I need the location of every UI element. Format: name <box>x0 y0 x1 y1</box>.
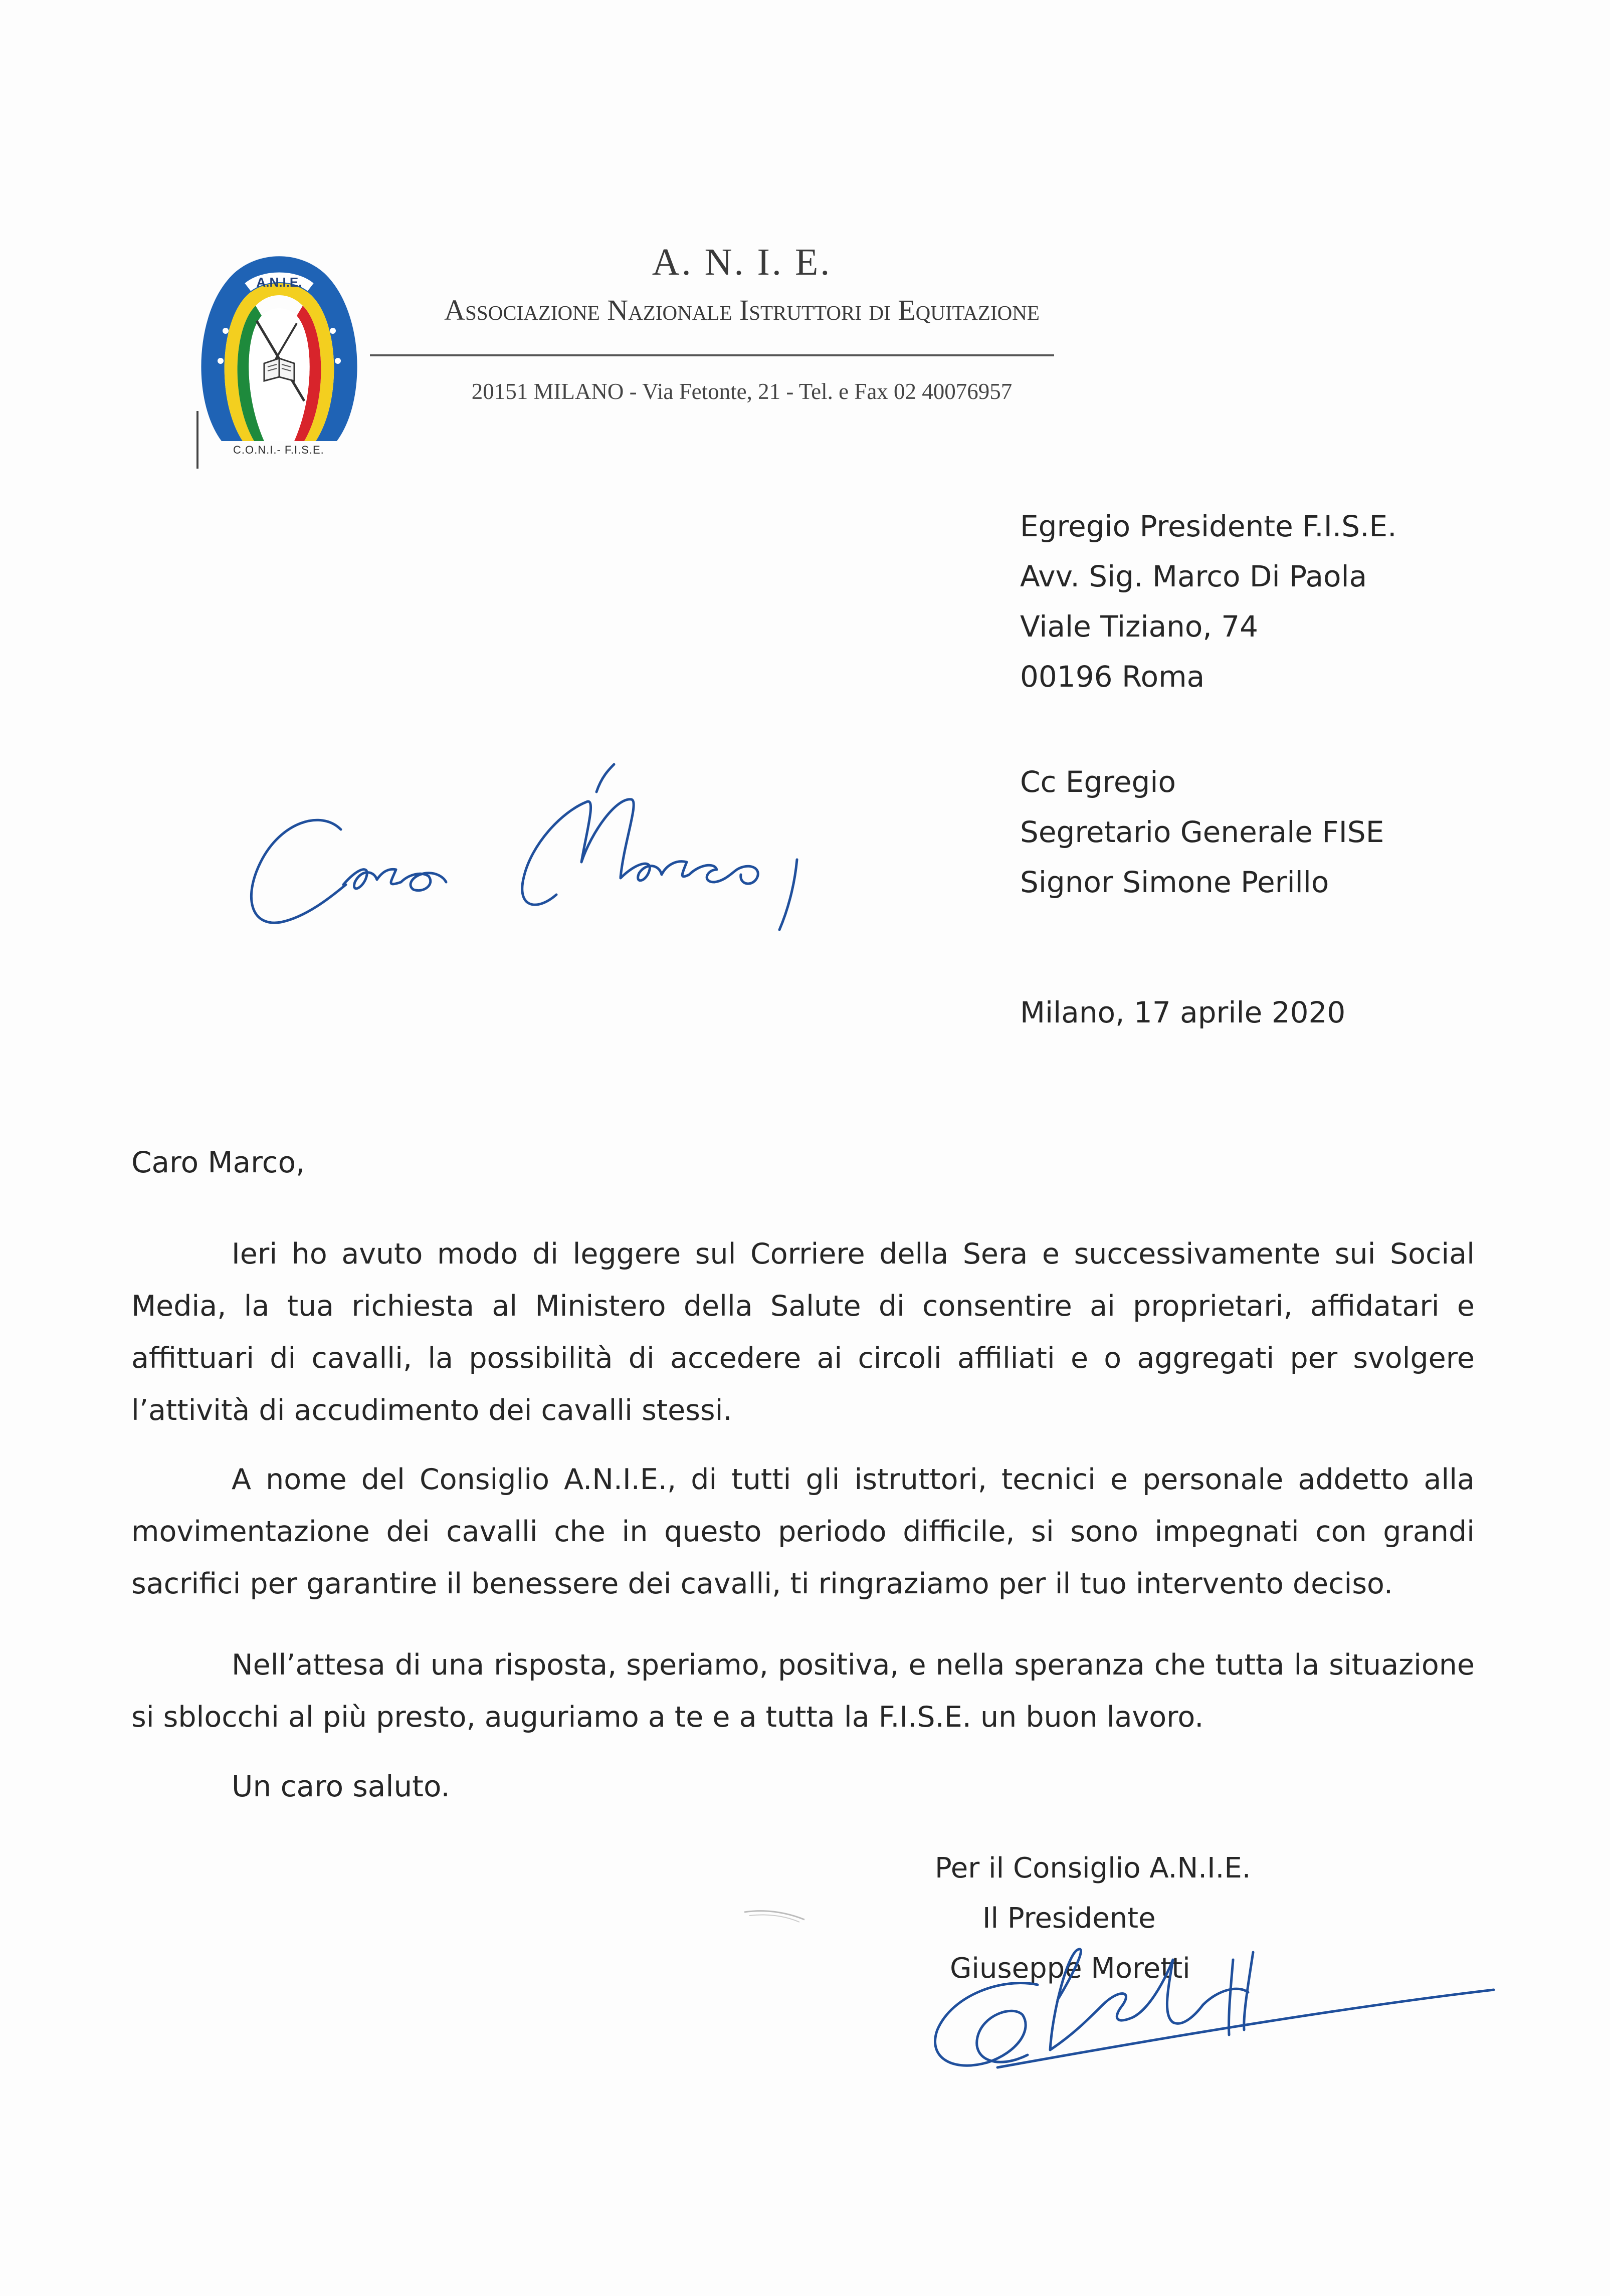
letterhead-margin-line <box>196 411 198 469</box>
body-paragraph: Nell’attesa di una risposta, speriamo, positiva, e nella speranza che tutta la situazione si sblocchi al più presto, auguriamo a te e a tutta la F.I.S.E. un buon lavoro. <box>131 1648 1475 1734</box>
closing-line: Un caro saluto. <box>232 1769 450 1803</box>
logo-text: A.N.I.E. <box>256 275 302 290</box>
signature-line: Giuseppe Moretti <box>950 1952 1190 1985</box>
signature-line: Per il Consiglio A.N.I.E. <box>935 1852 1251 1885</box>
body-paragraph: A nome del Consiglio A.N.I.E., di tutti gli istruttori, tecnici e personale addetto alla movimentazione dei cavalli che in questo periodo difficile, si sono impegnati con grandi sacrifici per garantire il benessere dei cavalli, ti ringraziamo per il tuo intervento deciso. <box>131 1463 1475 1600</box>
recipient-line: Avv. Sig. Marco Di Paola <box>1020 559 1367 593</box>
recipient-line: Viale Tiziano, 74 <box>1020 609 1259 644</box>
handwritten-greeting <box>236 762 947 962</box>
anie-logo <box>196 236 362 471</box>
salutation: Caro Marco, <box>131 1145 305 1179</box>
logo-caption: C.O.N.I.- F.I.S.E. <box>233 444 324 456</box>
cc-line: Signor Simone Perillo <box>1020 865 1329 899</box>
letterhead-subtitle: Associazione Nazionale Istruttori di Equitazione <box>444 294 1040 326</box>
signature-line: Il Presidente <box>982 1902 1156 1935</box>
handwritten-signature <box>922 1930 1499 2095</box>
cc-block <box>1020 757 1384 907</box>
body-paragraph: Ieri ho avuto modo di leggere sul Corriere della Sera e successivamente sui Social Media, la tua richiesta al Ministero della Salute di consentire ai proprietari, affidatari e affittuari di cavalli, la possibilità di accedere ai circoli affiliati e o aggregati per svolgere l’attività di accudimento dei cavalli stessi. <box>131 1237 1475 1427</box>
scan-smudge <box>742 1905 807 1925</box>
cc-line: Cc Egregio <box>1020 765 1176 799</box>
recipient-line: Egregio Presidente F.I.S.E. <box>1020 509 1397 543</box>
cc-line: Segretario Generale FISE <box>1020 815 1384 849</box>
place-date: Milano, 17 aprile 2020 <box>1020 995 1346 1029</box>
letterhead-divider <box>370 354 1054 356</box>
recipient-block <box>1020 501 1397 702</box>
recipient-line: 00196 Roma <box>1020 660 1205 694</box>
letterhead-address: 20151 MILANO - Via Fetonte, 21 - Tel. e Fax 02 40076957 <box>471 379 1013 404</box>
letterhead-title: A. N. I. E. <box>652 241 832 283</box>
